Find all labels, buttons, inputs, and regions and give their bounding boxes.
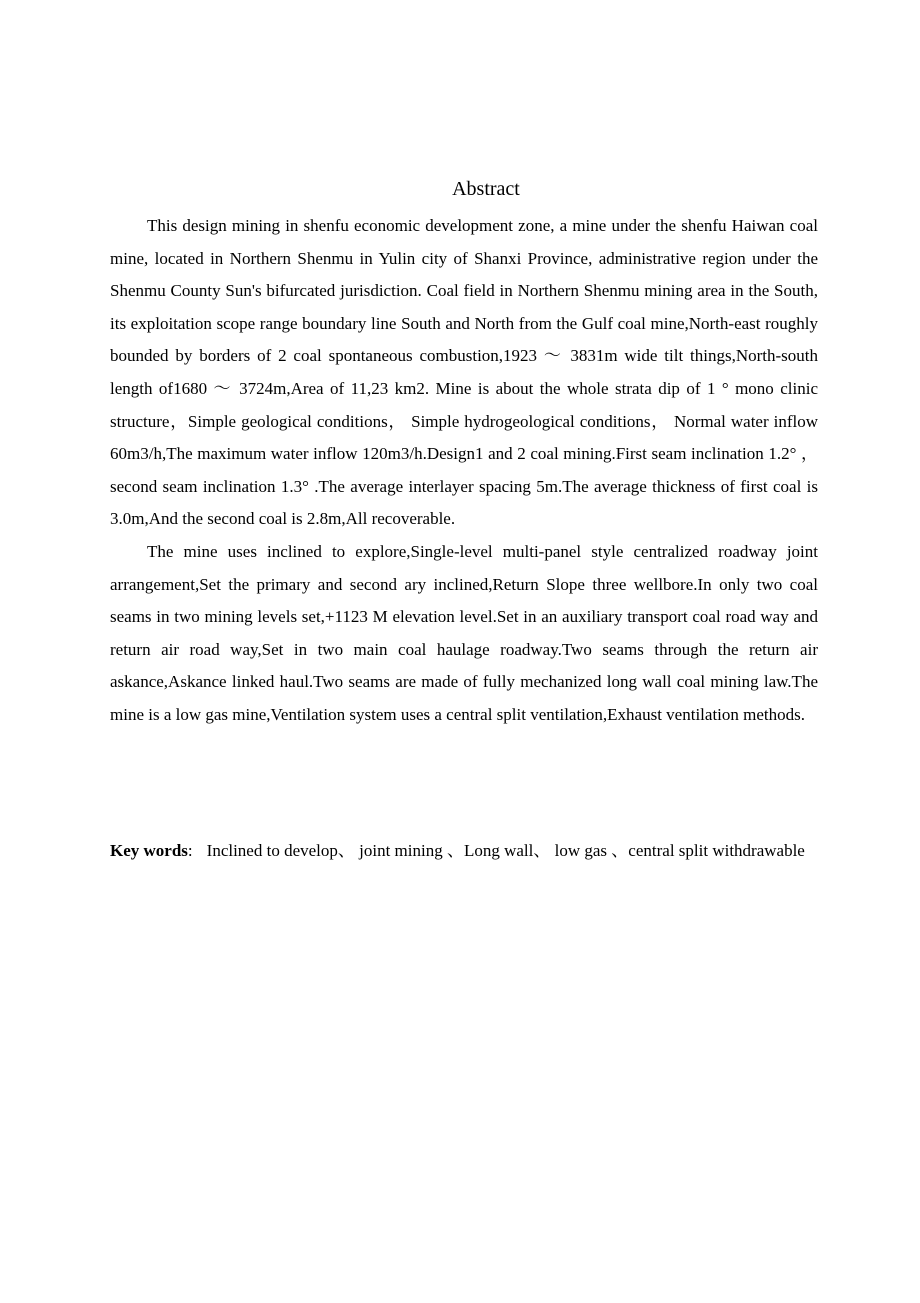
abstract-title: Abstract	[452, 178, 520, 200]
keywords-label: Key words	[110, 841, 188, 860]
keywords-block	[110, 834, 818, 868]
abstract-paragraph-1: This design mining in shenfu economic development zone, a mine under the shenfu Haiwan coal mine, located in Northern Shenmu in Yulin city of Shanxi Province, administrative region under the Shenmu County Sun's bifurcated jurisdiction. Coal field in Northern Shenmu mining area in the South, its exploitation scope range boundary line South and North from the Gulf coal mine,North-east roughly bounded by borders of 2 coal spontaneous combustion,1923 ～ 3831m wide tilt things,North-south length of1680 ～ 3724m,Area of 11,23 km2. Mine is about the whole strata dip of 1 ° mono clinic structure，Simple geological conditions， Simple hydrogeological conditions， Normal water inflow 60m3/h,The maximum water inflow 120m3/h.Design1 and 2 coal mining.First seam inclination 1.2° ， second seam inclination 1.3° .The average interlayer spacing 5m.The average thickness of first coal is 3.0m,And the second coal is 2.8m,All recoverable.	[110, 216, 818, 529]
keywords-text: Inclined to develop、 joint mining 、Long wall、 low gas 、central split withdrawable	[206, 841, 805, 860]
keywords-separator: :	[187, 841, 193, 860]
abstract-body	[110, 210, 818, 732]
abstract-paragraph-2: The mine uses inclined to explore,Single-level multi-panel style centralized roadway joint arrangement,Set the primary and second ary inclined,Return Slope three wellbore.In only two coal seams in two mining levels set,+1123 M elevation level.Set in an auxiliary transport coal road way and return air road way,Set in two main coal haulage roadway.Two seams through the return air askance,Askance linked haul.Two seams are made of fully mechanized long wall coal mining law.The mine is a low gas mine,Ventilation system uses a central split ventilation,Exhaust ventilation methods.	[110, 541, 818, 724]
